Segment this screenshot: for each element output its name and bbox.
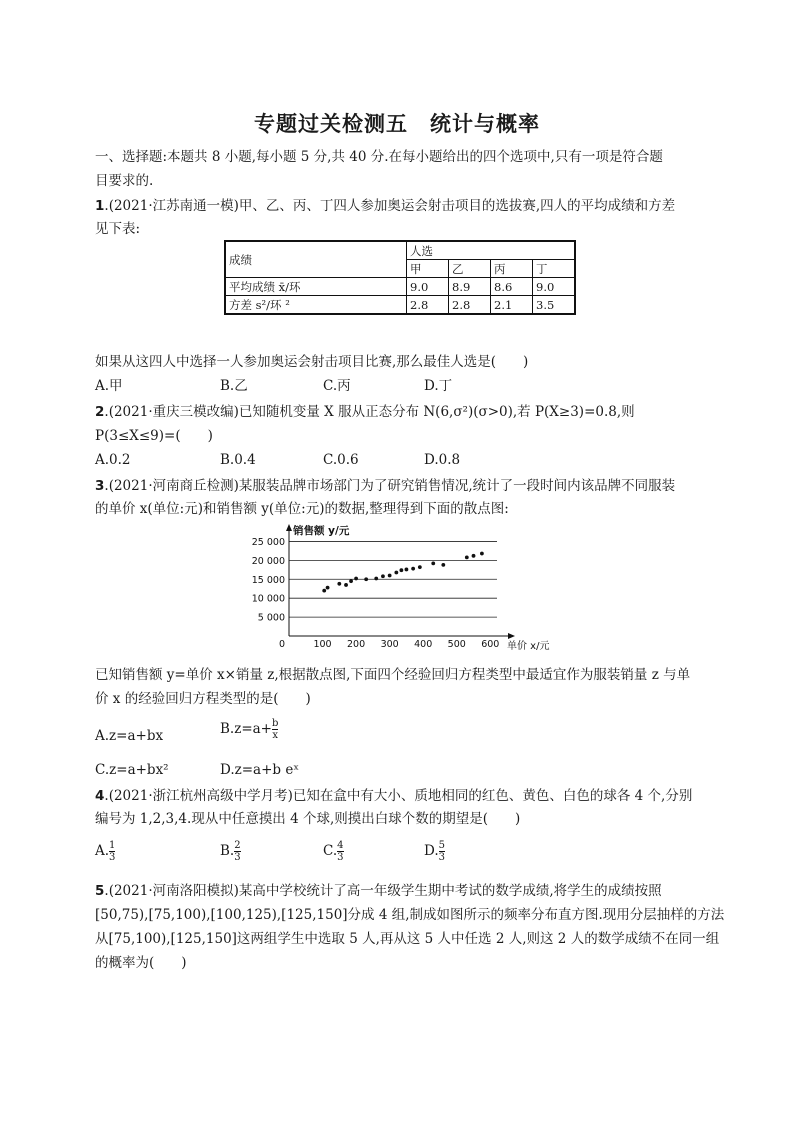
q5-line1	[95, 880, 705, 902]
fraction-denominator: 3	[337, 852, 344, 863]
q4-text: .(2021·浙江杭州高级中学月考)已知在盒中有大小、质地相同的红色、黄色、白色的球各 4 个,分别	[104, 788, 693, 804]
table-row	[225, 278, 575, 296]
q1-question: 如果从这四人中选择一人参加奥运会射击项目比赛,那么最佳人选是( )	[95, 354, 529, 370]
table-cell: 8.9	[449, 278, 491, 296]
data-point	[418, 565, 422, 569]
q3-option-b-prefix: B.z=a+	[220, 721, 272, 737]
q3-line1	[95, 475, 705, 497]
q3-option-b-fraction	[272, 718, 278, 741]
q5-number: 5	[95, 883, 105, 899]
q4-option-a	[95, 840, 115, 863]
data-point	[399, 568, 403, 572]
q4-number: 4	[95, 788, 105, 804]
y-axis-arrow	[286, 524, 292, 531]
data-point	[480, 552, 484, 556]
data-point	[441, 563, 445, 567]
section-heading-line2: 目要求的.	[95, 173, 154, 189]
q3-option-d: D.z=a+b eˣ	[220, 762, 300, 778]
data-point	[354, 577, 358, 581]
table-cell: 8.6	[491, 278, 533, 296]
q4-option-b	[220, 840, 241, 863]
table-cell: 2.1	[491, 296, 533, 315]
table-cell: 2.8	[407, 296, 449, 315]
x-tick-label: 200	[347, 639, 366, 650]
origin-label: 0	[278, 639, 285, 650]
option-prefix: B.	[220, 843, 235, 859]
data-point	[411, 567, 415, 571]
q2-text: .(2021·重庆三模改编)已知随机变量 X 服从正态分布 N(6,σ²)(σ>0),若 P(X≥3)=0.8,则	[104, 404, 635, 420]
table-corner: 成绩	[225, 241, 407, 278]
q3-option-a: A.z=a+bx	[95, 728, 164, 744]
x-tick-label: 300	[380, 639, 399, 650]
data-point	[465, 555, 469, 559]
q4-line1	[95, 785, 705, 807]
y-tick-label: 25 000	[251, 536, 285, 548]
table-cell: 9.0	[533, 278, 576, 296]
x-tick-label: 500	[447, 639, 466, 650]
q3-line2: 的单价 x(单位:元)和销售额 y(单位:元)的数据,整理得到下面的散点图:	[95, 501, 509, 517]
data-point	[394, 571, 398, 575]
table-cell: 9.0	[407, 278, 449, 296]
q3-after-line1: 已知销售额 y=单价 x×销量 z,根据散点图,下面四个经验回归方程类型中最适宜作为服装销量 z 与单	[95, 667, 691, 683]
table-cell: 2.8	[449, 296, 491, 315]
option-prefix: C.	[323, 843, 338, 859]
q1-option-a: A.甲	[95, 378, 123, 394]
q2-option-b: B.0.4	[220, 452, 256, 468]
data-point	[322, 589, 326, 593]
fraction-numerator: 2	[234, 840, 241, 851]
q1-option-b: B.乙	[220, 378, 248, 394]
q3-number: 3	[95, 478, 105, 494]
q5-line4: 的概率为( )	[95, 955, 187, 971]
option-prefix: A.	[95, 843, 110, 859]
section-heading-line1: 一、选择题:本题共 8 小题,每小题 5 分,共 40 分.在每小题给出的四个选项中,只有一项是符合题	[95, 149, 663, 165]
y-tick-label: 5 000	[257, 612, 285, 624]
q4-option-d	[424, 840, 445, 863]
table-cell: 3.5	[533, 296, 576, 315]
table-row	[225, 296, 575, 315]
q1-number: 1	[95, 198, 105, 214]
q5-line2: [50,75),[75,100),[100,125),[125,150]分成 4 组,制成如图所示的频率分布直方图.现用分层抽样的方法	[95, 907, 725, 923]
fraction-denominator: 3	[234, 852, 241, 863]
q4-option-c	[323, 840, 344, 863]
x-tick-label: 100	[313, 639, 332, 650]
table-group-header: 人选	[407, 241, 576, 260]
q3-option-b	[220, 718, 278, 741]
q2-option-d: D.0.8	[424, 452, 461, 468]
x-tick-label: 600	[481, 639, 500, 650]
q3-text: .(2021·河南商丘检测)某服装品牌市场部门为了研究销售情况,统计了一段时间内该品牌不同服装	[104, 478, 676, 494]
option-fraction	[337, 840, 343, 863]
q3-after-line2: 价 x 的经验回归方程类型的是( )	[95, 691, 311, 707]
data-point	[381, 574, 385, 578]
table-person: 甲	[407, 260, 449, 278]
q2-option-c: C.0.6	[323, 452, 359, 468]
page-title: 专题过关检测五 统计与概率	[254, 112, 540, 136]
x-tick-label: 400	[414, 639, 433, 650]
data-point	[337, 582, 341, 586]
data-point	[364, 577, 368, 581]
data-point	[405, 568, 409, 572]
y-tick-label: 15 000	[251, 574, 285, 586]
scatter-chart	[225, 520, 555, 656]
fraction-numerator: 4	[337, 840, 344, 851]
table-person: 丁	[533, 260, 576, 278]
scores-table	[224, 240, 576, 315]
data-point	[374, 577, 378, 581]
data-point	[431, 561, 435, 565]
option-fraction	[109, 840, 115, 863]
q4-line2: 编号为 1,2,3,4.现从中任意摸出 4 个球,则摸出白球个数的期望是( )	[95, 811, 521, 827]
q2-line2: P(3≤X≤9)=( )	[95, 428, 213, 444]
x-axis-arrow	[508, 633, 515, 639]
q5-line3: 从[75,100),[125,150]这两组学生中选取 5 人,再从这 5 人中任选 2 人,则这 2 人的数学成绩不在同一组	[95, 931, 720, 947]
fraction-denominator: 3	[109, 852, 116, 863]
q2-number: 2	[95, 404, 105, 420]
data-point	[388, 574, 392, 578]
fraction-denominator: x	[272, 730, 279, 741]
y-tick-label: 10 000	[251, 593, 285, 605]
q1-line2: 见下表:	[95, 221, 141, 237]
q1-option-c: C.丙	[323, 378, 351, 394]
fraction-numerator: 1	[109, 840, 116, 851]
x-axis-label: 单价 x/元	[507, 641, 550, 652]
table-person: 乙	[449, 260, 491, 278]
y-tick-label: 20 000	[251, 555, 285, 567]
q1-line1	[95, 195, 705, 217]
fraction-numerator: 5	[438, 840, 446, 851]
table-person: 丙	[491, 260, 533, 278]
option-fraction	[234, 840, 240, 863]
data-point	[349, 579, 353, 583]
q2-option-a: A.0.2	[95, 452, 131, 468]
q3-option-c: C.z=a+bx²	[95, 762, 169, 778]
q1-option-d: D.丁	[424, 378, 453, 394]
option-fraction	[439, 840, 445, 863]
q1-text: .(2021·江苏南通一模)甲、乙、丙、丁四人参加奥运会射击项目的选拔赛,四人的平均成绩和方差	[104, 198, 676, 214]
q5-text: .(2021·河南洛阳模拟)某高中学校统计了高一年级学生期中考试的数学成绩,将学生的成绩按照	[104, 883, 662, 899]
data-point	[344, 583, 348, 587]
fraction-denominator: 3	[438, 852, 446, 863]
option-prefix: D.	[424, 843, 439, 859]
table-row-label: 方差 s²/环 ²	[225, 296, 407, 315]
y-axis-label: 销售额 y/元	[293, 525, 350, 537]
table-row-label: 平均成绩 x̄/环	[225, 278, 407, 296]
q2-line1	[95, 401, 705, 423]
data-point	[326, 586, 330, 590]
data-point	[472, 554, 476, 558]
fraction-numerator: b	[272, 718, 279, 729]
